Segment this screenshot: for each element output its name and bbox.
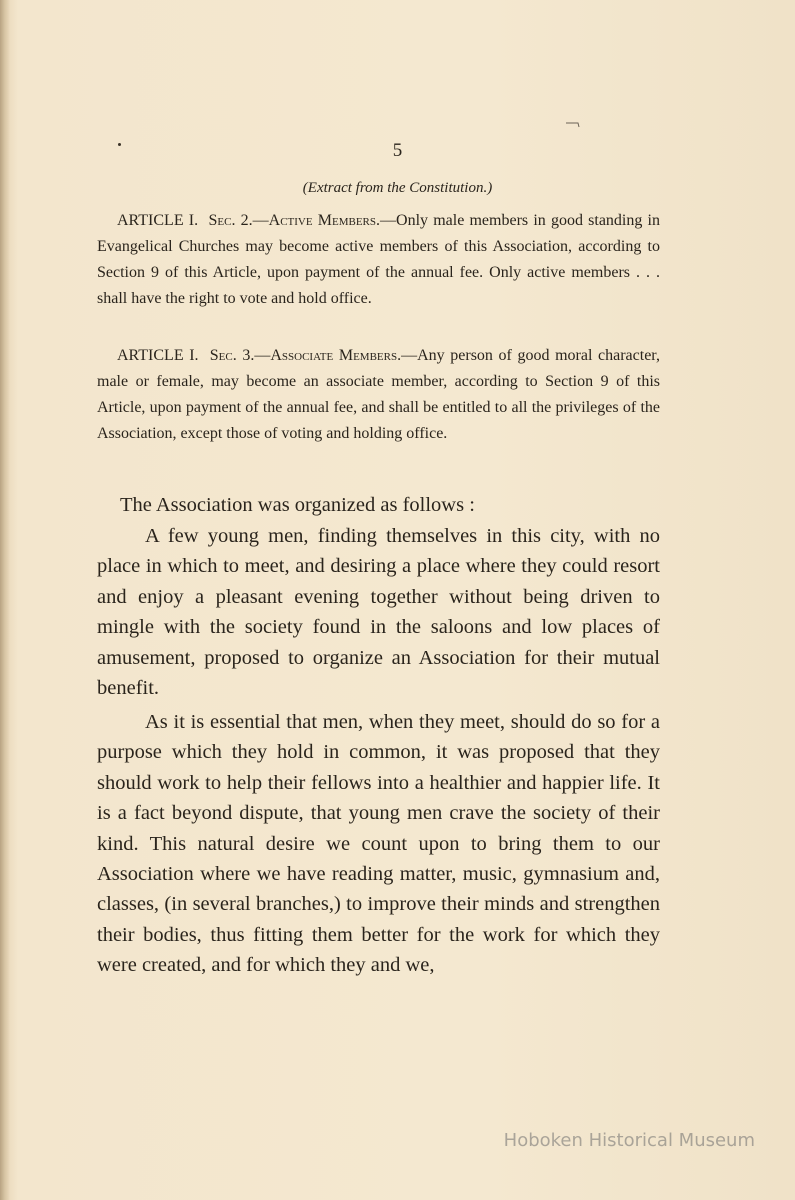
paragraph-2-text: As it is essential that men, when they meet, should do so for a purpose which they hold in common, it was proposed that they should work to help their fellows into a healthier and happier life. It is a fact beyond dispute, that young men crave the society of their kind. This natural desire we count upon to bring them to our Association where we have reading matter, music, gymnasium and, classes, (in several branches,) to improve their minds and strengthen their bodies, thus fitting them better for the work for which they were created, and for which they and we, — [97, 711, 660, 977]
article-label: ARTICLE I. — [117, 347, 199, 364]
section-number: Sec. 3. — [209, 347, 255, 364]
paragraph-1 — [97, 521, 660, 703]
museum-watermark: Hoboken Historical Museum — [503, 1130, 755, 1151]
article-section-2 — [97, 208, 660, 312]
page-number: 5 — [392, 140, 403, 161]
extract-heading: (Extract from the Constitution.) — [302, 180, 493, 196]
intro-line: The Association was organized as follows : — [120, 494, 475, 516]
section-number: Sec. 2. — [208, 212, 253, 229]
article-label: ARTICLE I. — [117, 212, 199, 229]
section-title: Associate Members. — [270, 347, 402, 364]
article-text: —Any person of good moral character, male or female, may become an associate member, according to Section 9 of this Article, upon payment of the annual fee, and shall be entitled to all the privileges of the Association, except those of voting and holding office. — [97, 347, 660, 442]
paragraph-1-text: A few young men, finding themselves in this city, with no place in which to meet, and desiring a place where they could resort and enjoy a pleasant evening together without being driven to mingle with the society found in the saloons and low places of amusement, proposed to organize an Association for their mutual benefit. — [97, 525, 660, 700]
section-dash: — — [254, 347, 271, 364]
section-dash: — — [252, 212, 269, 229]
paragraph-2 — [97, 707, 660, 981]
section-title: Active Members. — [268, 212, 381, 229]
pencil-mark — [566, 122, 580, 128]
article-section-3 — [97, 343, 660, 447]
article-text: —Only male members in good standing in Evangelical Churches may become active members of this Association, according to Section 9 of this Article, upon payment of the annual fee. Only active members . . . shall have the right to vote and hold office. — [97, 212, 660, 307]
